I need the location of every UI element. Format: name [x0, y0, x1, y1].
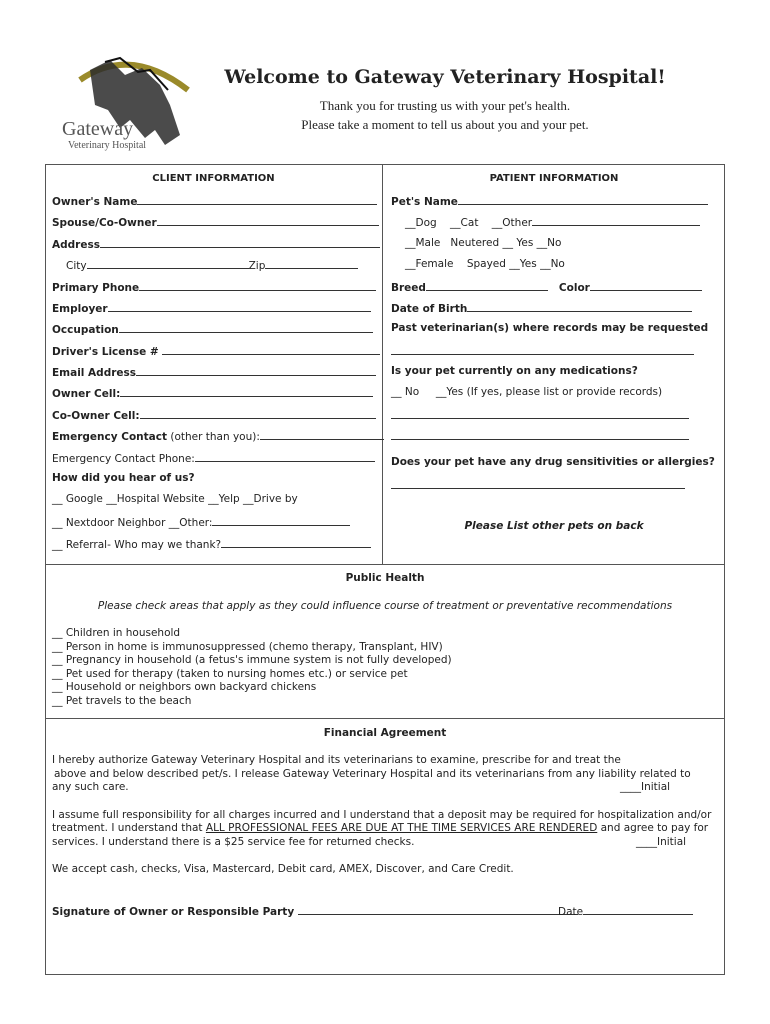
referral-row-1: [52, 493, 298, 505]
hear-about-label: How did you hear of us?: [52, 472, 195, 484]
medications-line-1[interactable]: [391, 408, 689, 422]
coowner-cell-field[interactable]: Co-Owner Cell:: [52, 408, 376, 422]
option-dog[interactable]: __Dog: [405, 217, 437, 229]
option-spayed-yes[interactable]: __Yes: [509, 258, 537, 270]
subtitle-2: Please take a moment to tell us about you and your pet.: [301, 117, 589, 132]
pet-name-field[interactable]: Pet's Name: [391, 194, 708, 208]
financial-p2-line2: treatment. I understand that ALL PROFESSIONAL FEES ARE DUE AT THE TIME SERVICES ARE RENDERED and agree to pay for: [52, 822, 709, 834]
owner-cell-field[interactable]: Owner Cell:: [52, 386, 373, 400]
client-info-heading: CLIENT INFORMATION: [152, 173, 275, 184]
emergency-contact-field[interactable]: Emergency Contact (other than you):: [52, 429, 384, 443]
sensitivities-line[interactable]: [391, 478, 685, 492]
address-field[interactable]: Address: [52, 237, 380, 251]
initial-1-field[interactable]: ____Initial: [620, 781, 671, 793]
sensitivities-label: Does your pet have any drug sensitivities or allergies?: [391, 456, 715, 468]
financial-p2-line1: I assume full responsibility for all charges incurred and I understand that a deposit may be required for hospitalization and/or: [52, 809, 712, 821]
page-title: Welcome to Gateway Veterinary Hospital!: [224, 66, 666, 88]
logo-text-veterinary: Veterinary Hospital: [68, 140, 147, 151]
date-field[interactable]: Date: [558, 904, 693, 918]
neutered-label: Neutered: [450, 237, 500, 249]
city-zip-field[interactable]: City Zip: [66, 258, 358, 272]
option-referral[interactable]: __ Referral- Who may we thank?: [52, 537, 371, 551]
owner-name-field[interactable]: Owner's Name: [52, 194, 377, 208]
option-other[interactable]: __Other:: [169, 517, 351, 529]
species-row: [405, 215, 700, 229]
subtitle-1: Thank you for trusting us with your pet's health.: [319, 98, 571, 113]
option-hospital-website[interactable]: __Hospital Website: [106, 493, 205, 505]
option-google[interactable]: __ Google: [52, 493, 103, 505]
female-row: [405, 258, 565, 270]
column-divider: [382, 164, 383, 564]
ph-item-children[interactable]: __ Children in household: [52, 627, 181, 639]
other-pets-note: Please List other pets on back: [464, 520, 644, 532]
option-neutered-no[interactable]: __No: [536, 237, 562, 249]
logo-text-gateway: Gateway: [62, 118, 134, 140]
gateway-logo: [50, 50, 200, 160]
signature-field[interactable]: Signature of Owner or Responsible Party: [52, 904, 578, 918]
medications-label: Is your pet currently on any medications?: [391, 365, 638, 377]
spouse-field[interactable]: Spouse/Co-Owner: [52, 215, 379, 229]
ph-item-immunosuppressed[interactable]: __ Person in home is immunosuppressed (chemo therapy, Transplant, HIV): [52, 641, 443, 653]
financial-divider: [45, 718, 725, 719]
ph-item-chickens[interactable]: __ Household or neighbors own backyard chickens: [52, 681, 317, 693]
financial-heading: Financial Agreement: [323, 727, 447, 739]
option-female[interactable]: __Female: [405, 258, 454, 270]
public-health-divider: [45, 564, 725, 565]
spayed-label: Spayed: [466, 258, 506, 270]
option-med-yes[interactable]: __Yes (If yes, please list or provide records): [435, 386, 663, 398]
option-neutered-yes[interactable]: __ Yes: [502, 237, 534, 249]
patient-info-heading: PATIENT INFORMATION: [489, 173, 619, 184]
option-yelp[interactable]: __Yelp: [208, 493, 240, 505]
primary-phone-field[interactable]: Primary Phone: [52, 280, 376, 294]
employer-field[interactable]: Employer: [52, 301, 371, 315]
male-row: [405, 237, 561, 249]
breed-color-field[interactable]: Breed Color: [391, 280, 702, 294]
option-drive-by[interactable]: __Drive by: [243, 493, 298, 505]
financial-p1-line1: I hereby authorize Gateway Veterinary Hospital and its veterinarians to examine, prescribe for and treat the: [52, 754, 621, 766]
option-male[interactable]: __Male: [405, 237, 441, 249]
ph-item-pregnancy[interactable]: __ Pregnancy in household (a fetus's immune system is not fully developed): [52, 654, 452, 666]
initial-2-field[interactable]: ____Initial: [636, 836, 687, 848]
past-vet-label: Past veterinarian(s) where records may be requested: [391, 322, 709, 334]
past-vet-line[interactable]: [391, 344, 694, 358]
medications-row: [391, 386, 662, 398]
emergency-phone-field[interactable]: Emergency Contact Phone:: [52, 451, 375, 465]
fees-due-notice: ALL PROFESSIONAL FEES ARE DUE AT THE TIME SERVICES ARE RENDERED: [205, 822, 598, 834]
public-health-intro: Please check areas that apply as they could influence course of treatment or preventative recommendations: [97, 600, 673, 612]
medications-line-2[interactable]: [391, 429, 689, 443]
public-health-heading: Public Health: [345, 572, 425, 584]
financial-p1-line2: above and below described pet/s. I release Gateway Veterinary Hospital and its veterinarians from any liability related to: [54, 768, 691, 780]
option-nextdoor[interactable]: __ Nextdoor Neighbor: [52, 517, 166, 529]
option-spayed-no[interactable]: __No: [540, 258, 565, 270]
payment-methods: We accept cash, checks, Visa, Mastercard, Debit card, AMEX, Discover, and Care Credit.: [52, 863, 514, 875]
financial-p1-line3: any such care.: [52, 781, 129, 793]
drivers-license-field[interactable]: Driver's License #: [52, 344, 380, 358]
occupation-field[interactable]: Occupation: [52, 322, 373, 336]
option-cat[interactable]: __Cat: [450, 217, 479, 229]
ph-item-beach[interactable]: __ Pet travels to the beach: [52, 695, 192, 707]
ph-item-therapy-pet[interactable]: __ Pet used for therapy (taken to nursing homes etc.) or service pet: [52, 668, 408, 680]
option-other-species[interactable]: __Other: [492, 217, 700, 229]
email-field[interactable]: Email Address: [52, 365, 376, 379]
referral-row-2: [52, 515, 350, 529]
dob-field[interactable]: Date of Birth: [391, 301, 692, 315]
financial-p2-line3: services. I understand there is a $25 service fee for returned checks.: [52, 836, 415, 848]
option-med-no[interactable]: __ No: [391, 386, 420, 398]
